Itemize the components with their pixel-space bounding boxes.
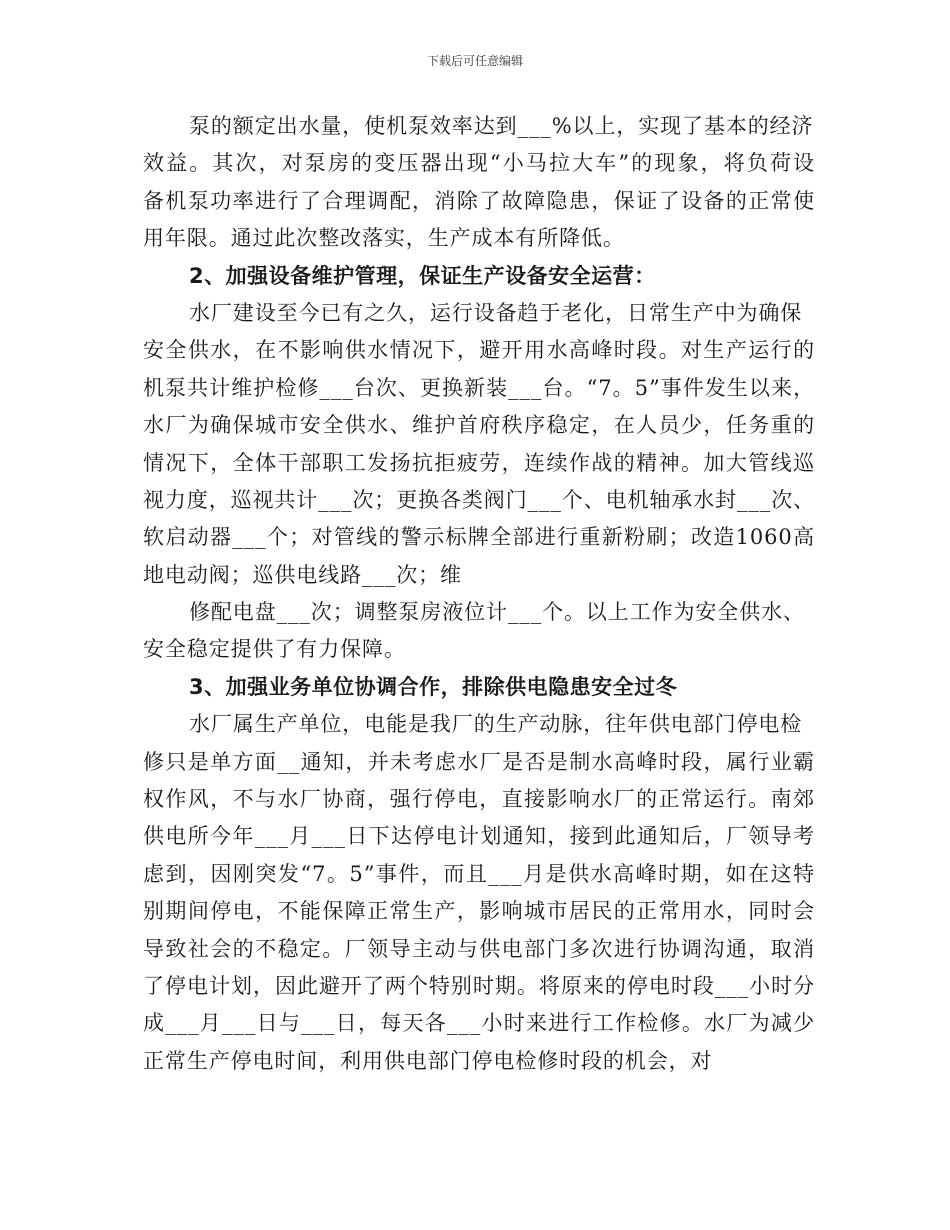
paragraph-line: 水厂为确保城市安全供水、维护首府秩序稳定，在人员少，任务重的 (143, 413, 815, 438)
section-heading: 2、加强设备维护管理，保证生产设备安全运营： (189, 263, 656, 288)
paragraph-line: 修只是单方面__通知，并未考虑水厂是否是制水高峰时段，属行业霸 (143, 749, 815, 774)
paragraph-line: 地电动阀；巡供电线路___次；维 (143, 562, 462, 587)
paragraph-line: 权作风，不与水厂协商，强行停电，直接影响水厂的正常运行。南郊 (143, 787, 815, 812)
paragraph-line: 效益。其次，对泵房的变压器出现“小马拉大车”的现象，将负荷设 (143, 151, 815, 176)
paragraph-line: 水厂建设至今已有之久，运行设备趋于老化，日常生产中为确保 (189, 300, 803, 325)
paragraph-line: 备机泵功率进行了合理调配，消除了故障隐患，保证了设备的正常使 (143, 188, 815, 213)
body-text (143, 108, 815, 1080)
section-heading: 3、加强业务单位协调合作，排除供电隐患安全过冬 (189, 674, 678, 699)
paragraph-line: 机泵共计维护检修___台次、更换新装___台。“7。5”事件发生以来， (143, 375, 815, 400)
paragraph-line: 视力度，巡视共计___次；更换各类阀门___个、电机轴承水封___次、 (143, 487, 815, 512)
paragraph-line: 泵的额定出水量，使机泵效率达到___%以上，实现了基本的经济 (189, 114, 814, 138)
paragraph-line: 了停电计划，因此避开了两个特别时期。将原来的停电时段___小时分 (143, 973, 815, 998)
paragraph-line: 成___月___日与___日，每天各___小时来进行工作检修。水厂为减少 (143, 1011, 815, 1036)
paragraph-line: 虑到，因刚突发“7。5”事件，而且___月是供水高峰时期，如在这特 (143, 861, 815, 886)
paragraph-line: 导致社会的不稳定。厂领导主动与供电部门多次进行协调沟通，取消 (143, 936, 815, 961)
paragraph-line: 别期间停电，不能保障正常生产，影响城市居民的正常用水，同时会 (143, 899, 815, 924)
paragraph-line: 情况下，全体干部职工发扬抗拒疲劳，连续作战的精神。加大管线巡 (143, 450, 815, 475)
header-note: 下载后可任意编辑 (426, 54, 523, 68)
paragraph-line: 正常生产停电时间，利用供电部门停电检修时段的机会，对 (143, 1048, 713, 1073)
paragraph-line: 安全稳定提供了有力保障。 (143, 637, 406, 662)
paragraph-line: 用年限。通过此次整改落实，生产成本有所降低。 (143, 226, 625, 251)
paragraph-line: 安全供水，在不影响供水情况下，避开用水高峰时段。对生产运行的 (143, 338, 815, 363)
paragraph-line: 供电所今年___月___日下达停电计划通知，接到此通知后，厂领导考 (143, 824, 815, 849)
paragraph-line: 修配电盘___次；调整泵房液位计___个。以上工作为安全供水、 (189, 600, 805, 625)
paragraph-line: 水厂属生产单位，电能是我厂的生产动脉，往年供电部门停电检 (189, 712, 803, 737)
paragraph-line: 软启动器___个；对管线的警示标牌全部进行重新粉刷；改造1060高 (143, 525, 815, 550)
